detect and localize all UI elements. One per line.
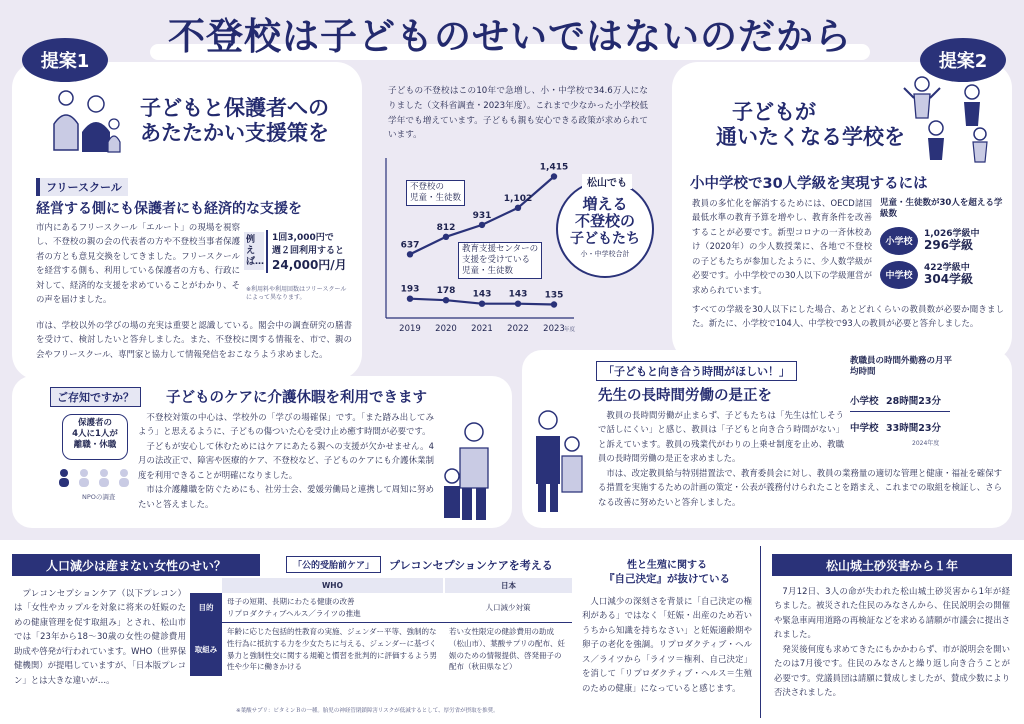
teachers-body2: 市は、改定教員給与特別措置法で、教育委員会に対し、教員の業務量の適切な管理と健康・福祉を確保する措置を実施するための計画の策定・公表が義務付けられたことを踏まえ、これまでの取組を検証し、さらなる改善に努めたいと答弁しました。 (598, 468, 1002, 507)
data-point (443, 234, 449, 240)
x-tick-label: 2023 (543, 324, 565, 334)
care-body (138, 410, 434, 511)
precon-title-text: プレコンセプションケアを考える (389, 558, 553, 572)
data-point (515, 205, 521, 211)
data-point (407, 251, 413, 257)
page-title: 不登校は子どものせいではないのだから (168, 15, 852, 58)
self-decision-title (582, 556, 752, 586)
population-body: プレコンセプションケア（以下プレコン）は「女性やカップルを対象に将来の妊娠のための健康管理を促す取組み」とされ、松山市では「23年から18～30歳の女性の健診費用助成や啓発が行われています。WHO（世界保健機関）が提唱していますが、「日本版プレコン」とは大きな違いが…。 (14, 588, 186, 685)
x-tick-label: 2020 (435, 324, 457, 334)
x-tick-label: 2019 (399, 324, 421, 334)
bubble-line2: 4人に1人が (72, 429, 118, 440)
teachers-tag-label: 「子どもと向き合う時間がほしい！」 (596, 361, 797, 381)
overtime-jhs-value: 33時間23分 (886, 422, 941, 434)
precon-table-wrap (190, 578, 572, 676)
landslide-body (774, 584, 1010, 700)
class-stats-title: 児童・生徒数が30人を超える学級数 (880, 198, 1003, 220)
data-point (479, 301, 485, 307)
proposal1-heading-line1: 子どもと保護者への (140, 96, 329, 120)
teachers-heading: 先生の長時間労働の是正を (598, 388, 772, 404)
precon-title (286, 556, 553, 573)
overtime-title: 教職員の時間外勤務の月平均時間 (850, 356, 953, 378)
proposal1-body2: 市は、学校以外の学びの場の充実は重要と認識している。閣会中の調査研究の膳書を受けて、検討したいと答弁しました。また、不登校に関する情報を、市で、親の会やフリースクール、専門家と協力して情報発信をおこなうよう求めました。 (36, 320, 352, 359)
precon-table (190, 578, 572, 676)
proposal2-body2: すべての学級を30人以下にした場合、あとどれくらいの教員数が必要か聞きました。新たに、小学校で104人、中学校で93人の教員が必要と答弁しました。 (692, 304, 1004, 329)
care-heading: 子どものケアに介護休暇を利用できます (166, 390, 427, 406)
kids-illustration (900, 70, 1000, 166)
data-label: 812 (436, 222, 456, 233)
data-point (443, 297, 449, 303)
data-label: 143 (472, 289, 492, 300)
circle-main2: 不登校の (574, 212, 635, 231)
data-label: 637 (400, 240, 420, 251)
elem-oval: 小学校 (880, 227, 918, 255)
proposal2-subheading: 小中学校で30人学級を実現するには (690, 176, 928, 192)
data-point (551, 301, 557, 307)
class-stats (880, 198, 1004, 289)
precon-footnote: ※葉酸サプリ：ビタミンＢの一種。胎児の神経管閉鎖障害リスクが低減するとして、厚労省が摂取を推奨。 (236, 708, 499, 714)
care-tag-label: ご存知ですか？ (50, 387, 141, 407)
care-body3: 市は介護離職を防ぐためにも、社労士会、愛媛労働局と連携して周知に努めたいと答えました。 (138, 484, 434, 509)
jhs-oval: 中学校 (880, 261, 918, 289)
example-line1: 1回3,000円で (272, 233, 334, 243)
landslide-header: 松山城土砂災害から１年 (772, 554, 1012, 576)
precon-tag: 「公的受胎前ケア」 (286, 556, 381, 573)
example-note: ※利用料や利用回数はフリースクールによって異なります。 (246, 286, 347, 301)
data-label: 931 (472, 210, 492, 221)
jhs-count: 304学級 (924, 272, 974, 287)
overtime-year: 2024年度 (912, 439, 940, 447)
proposal1-body1: 市内にあるフリースクール「エルート」の現場を視察し、不登校の親の会の代表者の方や不登校当事者保護者の方とも意見交換をしてきました。フリースクールを経営する側も、利用している保護者の方も、行政に対して、経済的な支援を求めていることがわかり、その声を届けました。 (36, 222, 240, 305)
row2-who: 年齢に応じた包括的性教育の実施、ジェンダー平等、強制的な性行為に抵抗する力を少女たちに与える、ジェンダーに基づく暴力と強制性交に関する規範と慣習を批判的に評価するよう男性や少年に働きかける (227, 627, 437, 672)
teachers-illustration (528, 404, 584, 514)
freeschool-tag-label: フリースクール (36, 178, 128, 196)
proposal2-heading (716, 100, 905, 150)
care-body2: 子どもが安心して休むためにはケアにあたる親への支援が欠かせません。4月の法改正で、障害や医療的ケア、不登校など、子どものケアにも介護休業制度を利用できることが明確になりました。 (138, 440, 434, 480)
survey-note: NPOの調査 (82, 493, 116, 501)
parent-child-illustration (438, 418, 502, 522)
proposal2-heading-line1: 子どもが (732, 100, 816, 124)
data-label: 178 (436, 286, 456, 297)
self-decision-title2: 『自己決定』が抜けている (604, 573, 730, 585)
proposal1-heading (140, 96, 329, 146)
example-label: 例えば… (244, 232, 264, 270)
example-price: 24,000円/月 (272, 258, 347, 272)
circle-main1: 増える (582, 195, 628, 213)
self-decision-title1: 性と生殖に関する (627, 560, 707, 571)
landslide-body1: 7月12日、3人の命が失われた松山城土砂災害から1年が経ちました。被災された住民のみなさんから、住民説明会の開催や緊急車両用道路の再検証などを求める請願が市議会に提出されました。 (774, 586, 1010, 640)
data-point (515, 301, 521, 307)
family-illustration (44, 84, 124, 154)
circle-bottom: 小・中学校合計 (580, 249, 630, 258)
x-tick-label: 2022 (507, 324, 529, 334)
population-header: 人口減少は産まない女性のせい？ (12, 554, 260, 576)
data-point (551, 173, 557, 179)
teachers-tag (596, 360, 797, 381)
circle-top: 松山でも (582, 174, 632, 189)
proposal1-heading-line2: あたたかい支援策を (140, 120, 329, 145)
overtime-stats (850, 356, 1000, 447)
data-label: 135 (544, 290, 564, 301)
col-japan: 日本 (444, 578, 572, 593)
proposal1-badge: 提案1 (22, 38, 108, 82)
data-label: 193 (400, 284, 420, 295)
proposal2-badge: 提案2 (920, 38, 1006, 82)
teachers-body1: 教員の長時間労働が止まらず、子どもたちは「先生は忙しそうで話しにくい」と感じ、教員は「子どもと向き合う時間がない」と訴えています。教員の残業代がわりの上乗せ制度を止め、教職員の長時間労働の是正を求めました。 (598, 410, 844, 464)
highlight-circle (556, 180, 654, 278)
care-tag (50, 386, 141, 407)
care-body1: 不登校対策の中心は、学校外の「学びの場確保」です。「また踏み出してみよう」と思えるように、子どもの傷ついた心を受け止め癒す時間が必要です。 (138, 412, 434, 437)
row1-label: 目的 (190, 593, 222, 623)
data-label: 1,415 (539, 162, 569, 173)
center-intro: 子どもの不登校はこの10年で急増し、小・中学校で34.6万人になりました（文科省調査・2023年度）。これまで少なかった小学校低学年でも増えています。子どもも親も安心できる政策が求められています。 (388, 86, 648, 141)
row1-japan: 人口減少対策 (444, 593, 572, 623)
landslide-body2: 発災後何度も求めてきたにもかかわらず、市が説明会を開いたのは7月後です。住民のみなさんと繰り返し向き合うことが必要です。党議員団は請願に賛成しましたが、賛成少数により否決されました。 (774, 643, 1010, 698)
bubble-line1: 保護者の (77, 418, 112, 428)
bubble-line3: 離職・休職 (73, 440, 117, 451)
proposal2-heading-line2: 通いたくなる学校を (716, 124, 905, 149)
data-label: 1,102 (503, 193, 533, 204)
elem-count: 296学級 (924, 238, 974, 253)
data-label: 143 (508, 289, 528, 300)
data-point (407, 296, 413, 302)
people-pictogram (56, 468, 136, 488)
freeschool-tag (36, 176, 128, 196)
band-divider-left (760, 546, 761, 718)
jhs-total: 422学級中 (924, 262, 970, 273)
row2-label: 取組み (190, 623, 222, 676)
overtime-jhs-label: 中学校 (850, 422, 879, 434)
example-line2: 週２回利用すると (272, 246, 345, 256)
overtime-elem-label: 小学校 (850, 395, 879, 407)
elem-total: 1,026学級中 (924, 228, 980, 239)
proposal2-body: 教員の多忙化を解消するためには、OECD諸国最低水準の教育予算を増やし、教育条件を改善することが必要です。新型コロナの一斉休校あけ（2020年）の少人数授業に、各地で不登校の子どもたちが参加したように、少人数学級が必要です。小中学校での30人以下の学級運営が求められています。 (692, 198, 872, 295)
x-tick-label: 2021 (471, 324, 493, 334)
row2-japan: 若い女性限定の健診費用の助成（松山市）、葉酸サプリの配布、妊娠のための情報提供、啓発冊子の配布（秋田県など） (449, 627, 565, 672)
legend-support: 教育支援センターの 支援を受けている 児童・生徒数 (458, 242, 542, 279)
row1-who: 母子の短期、長期にわたる健康の改善 リプロダクティブヘルス／ライツの推進 (222, 593, 444, 623)
self-decision-body: 人口減少の深刻さを背景に「自己決定の権利がある」ではなく「妊娠・出産のため若いうちから知識を持ちなさい」と妊娠適齢期や卵子の老化を強調。リプロダクティブ・ヘルス／ライツから「ライツ＝権利、自己決定」を消して「リプロダクティブ・ヘルス＝生殖のための健康」になっていると感じます。 (582, 596, 752, 693)
overtime-elem-value: 28時間23分 (886, 395, 941, 407)
x-unit-label: 年度 (564, 327, 576, 333)
col-who: WHO (222, 578, 444, 593)
circle-main3: 子どもたち (570, 230, 640, 247)
data-point (479, 222, 485, 228)
legend-main: 不登校の 児童・生徒数 (406, 180, 465, 206)
care-bubble (62, 414, 128, 460)
example-box (244, 228, 352, 288)
proposal1-subheading: 経営する側にも保護者にも経済的な支援を (36, 201, 302, 217)
